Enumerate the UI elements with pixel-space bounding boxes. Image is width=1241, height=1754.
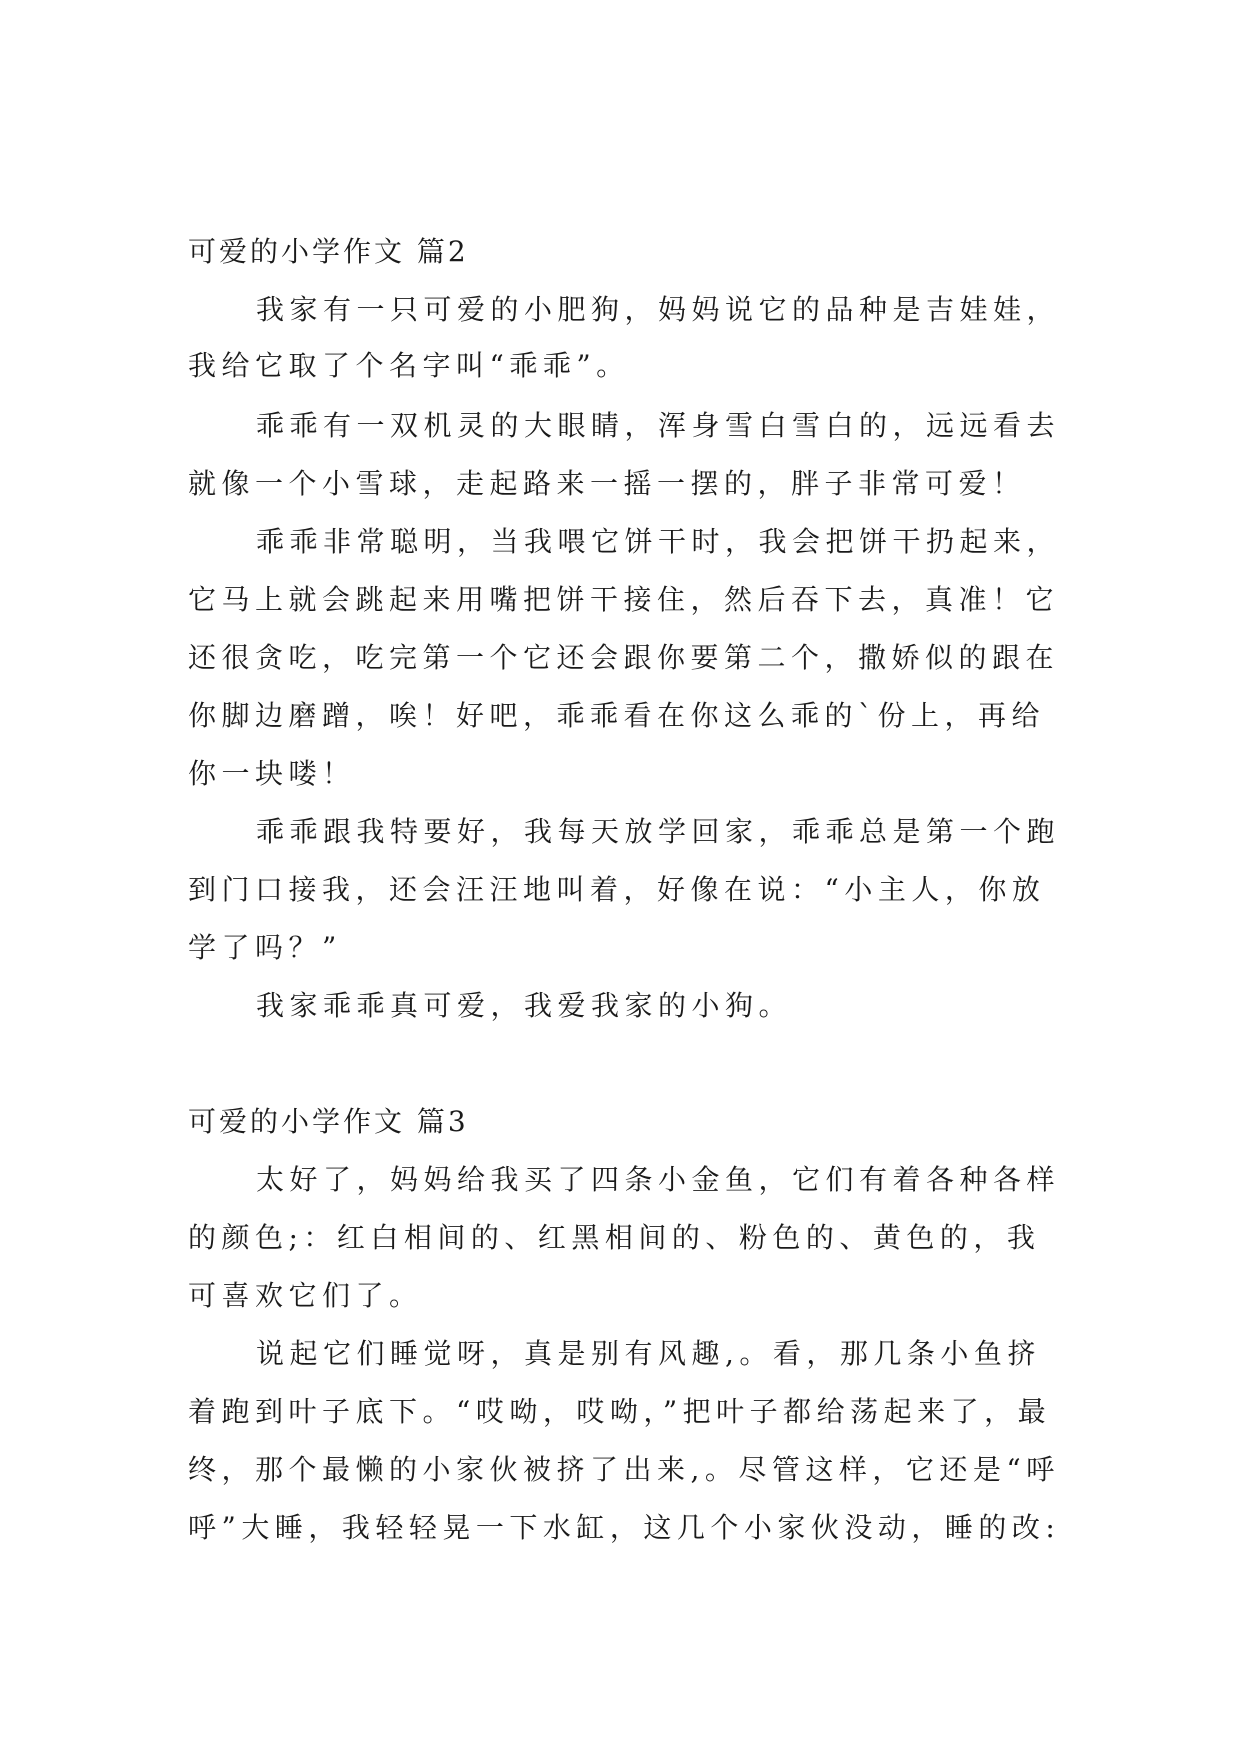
- paragraph-line: 还很贪吃，吃完第一个它还会跟你要第二个，撒娇似的跟在: [188, 641, 1060, 674]
- paragraph-line: 我家有一只可爱的小肥狗，妈妈说它的品种是吉娃娃，: [256, 293, 1061, 326]
- paragraph-line: 乖乖非常聪明，当我喂它饼干时，我会把饼干扔起来，: [256, 525, 1061, 558]
- paragraph-line: 终，那个最懒的小家伙被挤了出来,。尽管这样，它还是“呼: [188, 1453, 1060, 1486]
- paragraph-line: 你一块喽！: [188, 757, 356, 790]
- paragraph-line: 我家乖乖真可爱，我爱我家的小狗。: [256, 989, 793, 1022]
- paragraph-line: 说起它们睡觉呀，真是别有风趣,。看，那几条小鱼挤: [256, 1337, 1041, 1370]
- paragraph-line: 到门口接我，还会汪汪地叫着，好像在说：“小主人，你放: [188, 873, 1046, 906]
- paragraph-line: 乖乖跟我特要好，我每天放学回家，乖乖总是第一个跑: [256, 815, 1061, 848]
- paragraph-line: 着跑到叶子底下。“哎呦，哎呦，”把叶子都给荡起来了，最: [188, 1395, 1052, 1428]
- paragraph-line: 太好了，妈妈给我买了四条小金鱼，它们有着各种各样: [256, 1163, 1061, 1196]
- paragraph-line: 就像一个小雪球，走起路来一摇一摆的，胖子非常可爱！: [188, 467, 1026, 500]
- paragraph-line: 的颜色;：红白相间的、红黑相间的、粉色的、黄色的，我: [188, 1221, 1041, 1254]
- paragraph-line: 乖乖有一双机灵的大眼睛，浑身雪白雪白的，远远看去: [256, 409, 1061, 442]
- paragraph-line: 我给它取了个名字叫“乖乖”。: [188, 349, 630, 382]
- section-3-heading: 可爱的小学作文 篇3: [188, 1105, 469, 1138]
- paragraph-line: 学了吗？”: [188, 931, 342, 964]
- paragraph-line: 呼”大睡，我轻轻晃一下水缸，这几个小家伙没动，睡的改:: [188, 1511, 1061, 1544]
- section-2-heading: 可爱的小学作文 篇2: [188, 235, 469, 268]
- paragraph-line: 它马上就会跳起来用嘴把饼干接住，然后吞下去，真准！它: [188, 583, 1060, 616]
- paragraph-line: 你脚边磨蹭，唉！好吧，乖乖看在你这么乖的`份上，再给: [188, 699, 1046, 732]
- paragraph-line: 可喜欢它们了。: [188, 1279, 423, 1312]
